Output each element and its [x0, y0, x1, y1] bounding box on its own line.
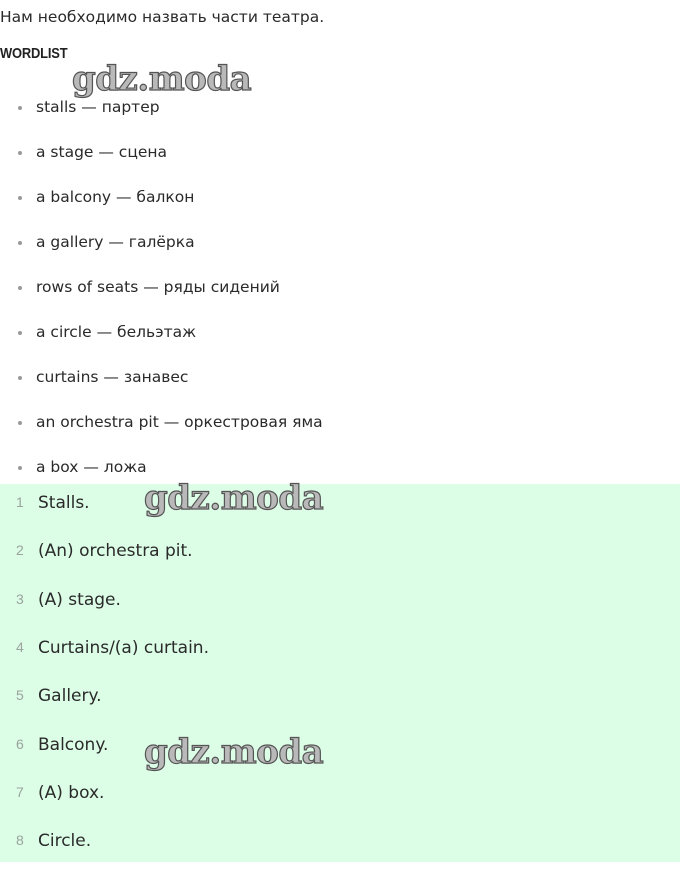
wordlist-item — [0, 96, 400, 120]
wordlist-item — [0, 231, 400, 255]
answer-number: 2 — [16, 542, 24, 558]
answer-row — [0, 683, 680, 713]
wordlist-item-text: rows of seats — ряды сидений — [36, 278, 280, 296]
watermark: gdz.moda — [72, 59, 252, 99]
watermark: gdz.moda — [144, 478, 324, 518]
answer-text: (A) box. — [38, 783, 105, 803]
answer-number: 7 — [16, 784, 24, 800]
wordlist-item-text: an orchestra pit — оркестровая яма — [36, 413, 323, 431]
answer-number: 5 — [16, 687, 24, 703]
answer-text: Circle. — [38, 831, 92, 851]
bullet-icon — [18, 106, 22, 110]
answer-number: 4 — [16, 639, 24, 655]
answer-text: (An) orchestra pit. — [38, 541, 193, 561]
bullet-icon — [18, 376, 22, 380]
bullet-icon — [18, 421, 22, 425]
answer-number: 6 — [16, 736, 24, 752]
answer-row — [0, 538, 680, 568]
wordlist-item-text: a box — ложа — [36, 458, 147, 476]
bullet-icon — [18, 331, 22, 335]
wordlist-item-text: stalls — партер — [36, 98, 160, 116]
wordlist-item-text: a balcony — балкон — [36, 188, 195, 206]
watermark: gdz.moda — [144, 732, 324, 772]
wordlist-item — [0, 411, 400, 435]
wordlist-item-text: a stage — сцена — [36, 143, 168, 161]
bullet-icon — [18, 151, 22, 155]
answer-row — [0, 732, 680, 762]
wordlist-item — [0, 276, 400, 300]
wordlist-item-text: a gallery — галёрка — [36, 233, 195, 251]
answer-text: Curtains/(a) curtain. — [38, 638, 209, 658]
bullet-icon — [18, 196, 22, 200]
task-instruction: Нам необходимо назвать части театра. — [0, 8, 325, 26]
wordlist-heading: WORDLIST — [0, 45, 68, 62]
bullet-icon — [18, 286, 22, 290]
answer-text: Stalls. — [38, 493, 90, 513]
answer-number: 1 — [16, 494, 24, 510]
wordlist-item — [0, 186, 400, 210]
answer-text: (A) stage. — [38, 590, 121, 610]
answer-row — [0, 490, 680, 520]
answer-text: Balcony. — [38, 735, 109, 755]
wordlist-item-text: a circle — бельэтаж — [36, 323, 197, 341]
answers-panel — [0, 484, 680, 862]
bullet-icon — [18, 241, 22, 245]
wordlist-item — [0, 321, 400, 345]
wordlist-item — [0, 141, 400, 165]
answer-row — [0, 635, 680, 665]
wordlist-item-text: curtains — занавес — [36, 368, 189, 386]
answer-row — [0, 828, 680, 858]
answer-row — [0, 587, 680, 617]
bullet-icon — [18, 466, 22, 470]
wordlist-item — [0, 456, 400, 480]
answer-text: Gallery. — [38, 686, 102, 706]
answer-number: 3 — [16, 591, 24, 607]
answer-row — [0, 780, 680, 810]
answer-number: 8 — [16, 832, 24, 848]
wordlist-item — [0, 366, 400, 390]
